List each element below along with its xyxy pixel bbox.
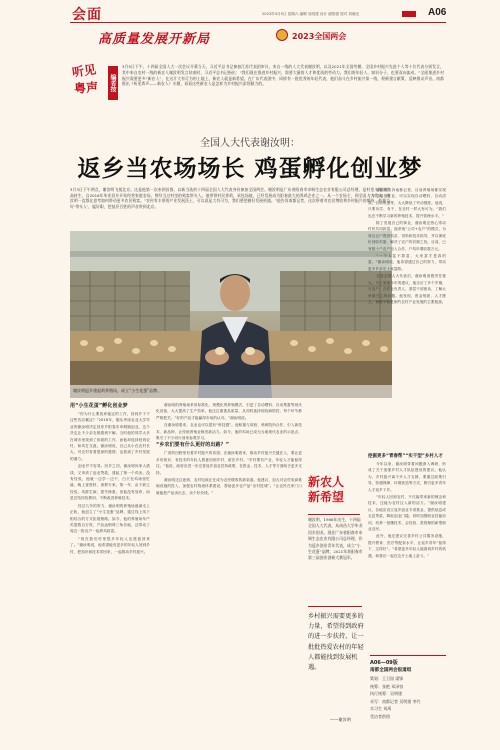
section-heading: 用“小生花蛋”孵化创业梦 — [70, 403, 128, 409]
paragraph: 创业并不容易。回乡之初，谢汝明向家人借钱，又申请了创业贷款，建起了第一个鸡舍。没有经验，他就一边学一边干，白天在鸡场里忙碌，晚上查资料、请教专家。第一年，由于缺乏经验，鸡群生病，损失惨重。但他没有放弃，而是总结经验教训，不断改进养殖技术。 — [70, 464, 150, 501]
credits-line: 受访者供图 — [370, 713, 390, 719]
sidebar-tag-line1: 新农人 — [308, 475, 345, 489]
credits-line: 执行统筹：吴明建 — [370, 691, 402, 697]
column-logo — [70, 62, 104, 102]
bio-text: 谢汝明，1988年出生，十四届全国人大代表，从南昌大学毕业回乡创业。现任广东省阳春市申垌生态农业有限公司总经理，作为返乡创业青年代表，成立“小生花蛋”品牌，2021年获阳春市第三届创业创新大赛冠军。 — [308, 517, 363, 561]
body-col-right-top — [368, 187, 446, 447]
paragraph: “你为什么要放弃稳定的工作，回到乡下干这些苦活累活？”2016年，刚从华南农业大学毕业的谢汝明决定回家乡阳春市申垌镇创业，这个决定让不少亲友都感到不解。当时他的同学大多在城市里找到了体面的工作，而他却选择回到农村，和鸡打交道。谢汝明说，自己从小在农村长大，对农村有着很深的感情，也看到了乡村发展的潜力。 — [70, 412, 150, 461]
credits-line: 实习生 刘禹 — [370, 706, 392, 712]
quote-rule-top — [308, 606, 362, 607]
header-rule — [70, 22, 446, 23]
sidebar-tag-line2: 新希望 — [308, 490, 345, 504]
body-col-mid — [156, 402, 302, 744]
banner — [98, 26, 418, 48]
lead-paragraph: 3月3日下午两点，谢汝明飞抵北京。这是他第一次来到首都，以新当选的十四届全国人大代表身份参加全国两会。谢汝明是广东省阳春市申垌生态农业有限公司总经理，是村里人眼里的高材生，自2016年毕业回乡开始经营家庭农场，曾经当过村里的致富带头人。他带领村民养鸡，承包场地，已经发展成为阳春最大的养鸡企业之一。从一个农场主，到全国人大代表，谢汝明一直都在思考如何带动更多农民致富。“农村有丰厚的产业发展沃土，可以说是大有可为，我们要把握好发展机遇。”他告诉南都记者，这次带着对农民增收和乡村振兴的期待，他要当好‘带头人’，履好职，把基层百姓的声音带到北京。 — [70, 187, 390, 209]
credits-line: 统筹：张艳 邓泽容 — [370, 683, 404, 689]
paragraph: 谢汝明的养殖场采用标准化、规模化的养殖模式，引进了自动喂料、自动集蛋等现代化设备，大大提高了生产效率。他还注重蛋品质量，从饲料选择到疫病防控，每个环节都严格把关。“好的产品才能赢得市场的认可。”谢汝明说。 — [156, 403, 302, 420]
paragraph: 谢汝明还注意到，农村电商正在成为农民增收的新渠道。他建议，加大对农村电商基础设施的投入，加强农村物流体系建设，帮助更多农产品“出村进城”。“让农民在家门口就能把产品卖出去，卖个好价钱。” — [156, 478, 302, 495]
paragraph: “现在我们村里很多年轻人也愿意回来了。”谢汝明说，他希望能有更多的年轻人回到乡村，把知识和技术带回来，一起推动乡村振兴。 — [70, 536, 150, 554]
headline-kicker: 全国人大代表谢汝明： — [200, 138, 300, 149]
banner-slogan: 高质量发展开新局 — [98, 32, 211, 47]
photo-illustration — [70, 231, 392, 398]
sidebar-tag — [308, 475, 360, 511]
congress-emblem-icon — [276, 29, 288, 41]
editor-label-text: 编者按 — [109, 74, 116, 92]
section-heading: 挖掘更多“青春帮”“实干型”乡村人才 — [368, 454, 443, 459]
credits-line: 采写：南都记者 吴明建 李竹 — [370, 698, 421, 704]
section-name: 会面 — [72, 6, 102, 22]
credits-line: 策划：王卫国 梁锋 — [370, 676, 404, 681]
paragraph: 除了发展自己的事业，谢汝明还热心带动村民共同致富。他采取“公司+农户”的模式，为周边农户提供鸡苗、饲料和技术指导，并以保底价回收鸡蛋，解决了农户的后顾之忧。目前，已有数十户农户加入合作，户均年增收数万元。 — [368, 221, 446, 251]
editor-note: 3月5日下午，十四届全国人大一次会议开幕当天，习近平总书记参加江苏代表团审议，来自一线的人大代表谢汝明，以及2021年全国劳模、全国乡村振兴先进个人等十位代表分别发言，其中来自农村一线的新农人谢汝明发言结束时，习近平总书记指出：“我们现在推进乡村振兴，需要大量的人才和优质的劳动力。我们的年轻人、知识分子，也要双向流动。”全面推进乡村振兴需要更多“新农人”，在这片大有可为的土地上，新农人就是新希望。在广东代表团中，同样有一批优秀的年轻代表，他们奋斗在乡村振兴第一线，积极建言献策，反映群众声音。南都推出《听见粤声——新农人》专题，看看这些新农人是怎样为乡村振兴添智献力的。 — [122, 64, 444, 87]
red-badge — [402, 11, 416, 17]
paragraph: “一个人富不算富，大家富才是真的富。”谢汝明说，他希望通过自己的努力，带动更多乡亲走上致富路。 — [368, 254, 446, 271]
pull-quote: 乡村振兴需要更多的力量，希望得到政府的进一步扶持，让一批批热爱农村的年轻人都能找到发展机遇。 — [308, 613, 364, 672]
sidebar-rule — [308, 514, 360, 515]
feature-photo — [70, 231, 392, 398]
paragraph: 此外，他还建议完善乡村公共服务设施，提升教育、医疗等配套水平，让返乡青年“留得下、过得好”。“希望更多年轻人能看到乡村的机遇，和我们一起在这片土地上奋斗。” — [368, 534, 446, 558]
credits-title: 南都全国两会报道组 — [370, 668, 412, 673]
header-meta: 2023年3月5日 星期六 编辑 吴明建 设计 谢智强 校对 刘晓光 — [262, 12, 360, 16]
body-col-right-bottom — [368, 452, 446, 602]
paragraph: 谢汝明告诉南都记者，目前养殖场都实现了半自动化作业，可以实现自动喂料、自动清粪，自动集蛋等，大大降低了劳动强度。他说，只要肯学、肯干，在农村一样大有可为。“我们也在不断学习新的养殖技术，提升管理水平。” — [368, 188, 446, 218]
paragraph: “年轻人回到农村，不仅能带来新的理念和技术，还能为农村注入新的活力。”谢汝明建议，各地应设立返乡创业专项基金，提供低息或无息贷款，降低创业门槛；同时加强职业技能培训，培养一批懂技术、会经营、善管理的新型职业农民。 — [368, 495, 446, 532]
photo-caption: 谢汝明返乡建起鸡养殖场，成立“小生花蛋”品牌。 — [73, 388, 162, 393]
editor-label — [108, 66, 118, 100]
paragraph: 当选全国人大代表后，谢汝明深感责任重大。为了准备今年的建议，他走访了多个乡镇，与农户、合作社负责人、基层干部座谈，了解大家最关心的问题。他发现，资金短缺、人才匮乏、销路不畅是制约农村产业发展的主要瓶颈。 — [368, 274, 446, 304]
headline-title: 返乡当农场场长 鸡蛋孵化创业梦 — [77, 156, 423, 182]
banner-tag: 2023全国两会 — [292, 32, 347, 41]
paragraph: 广袤的田野里有着乡村振兴的希望。在谢汝明看来，推动乡村振兴关键在人，要让更多有知识、有技术的年轻人愿意回到乡村、留在乡村。“乡村要有产业，年轻人才能留得住。”他说，政府应进一步完善返乡创业扶持政策，在资金、技术、人才等方面给予更多支持。 — [156, 451, 302, 475]
credits-code: A06—09版 — [370, 660, 398, 666]
page-header — [0, 0, 500, 22]
column-logo-line1: 听见 — [71, 62, 97, 80]
paragraph: 在谢汝明看来，农业也可以很有“科技感”。他积极与高校、科研院所合作，引入新技术、新品种，让传统养殖业焕发新活力。如今，他的鸡场已成为当地现代农业的示范点，吸引了不少同行前来参观学习。 — [156, 423, 302, 441]
section-heading: “乡农们要有什么更好的出路？” — [156, 442, 230, 449]
pull-quote-source: ——谢汝明 — [330, 717, 351, 722]
page-label: A06 — [428, 7, 447, 18]
credits-box — [370, 655, 446, 743]
body-col-left — [70, 402, 150, 744]
paragraph: 今年以来，谢汝明带着问题深入调研，形成了关于加强乡村人才队伍建设的建议。他认为，乡村振兴离不开人才支撑，要通过政策引导、待遇保障、环境营造等方式，吸引更多青年人才返乡下乡。 — [368, 462, 446, 492]
column-logo-line2: 粤声 — [73, 80, 99, 96]
paragraph: 经过几年的努力，谢汝明的养殖场逐渐走上正轨，他创立了“小生花蛋”品牌，通过线上线下相结合的方式拓展销路。如今，他的养殖场年产鸡蛋数百万枚，产品远销珠三角各地，还带动了周边一批农户一起养鸡致富。 — [70, 503, 150, 534]
